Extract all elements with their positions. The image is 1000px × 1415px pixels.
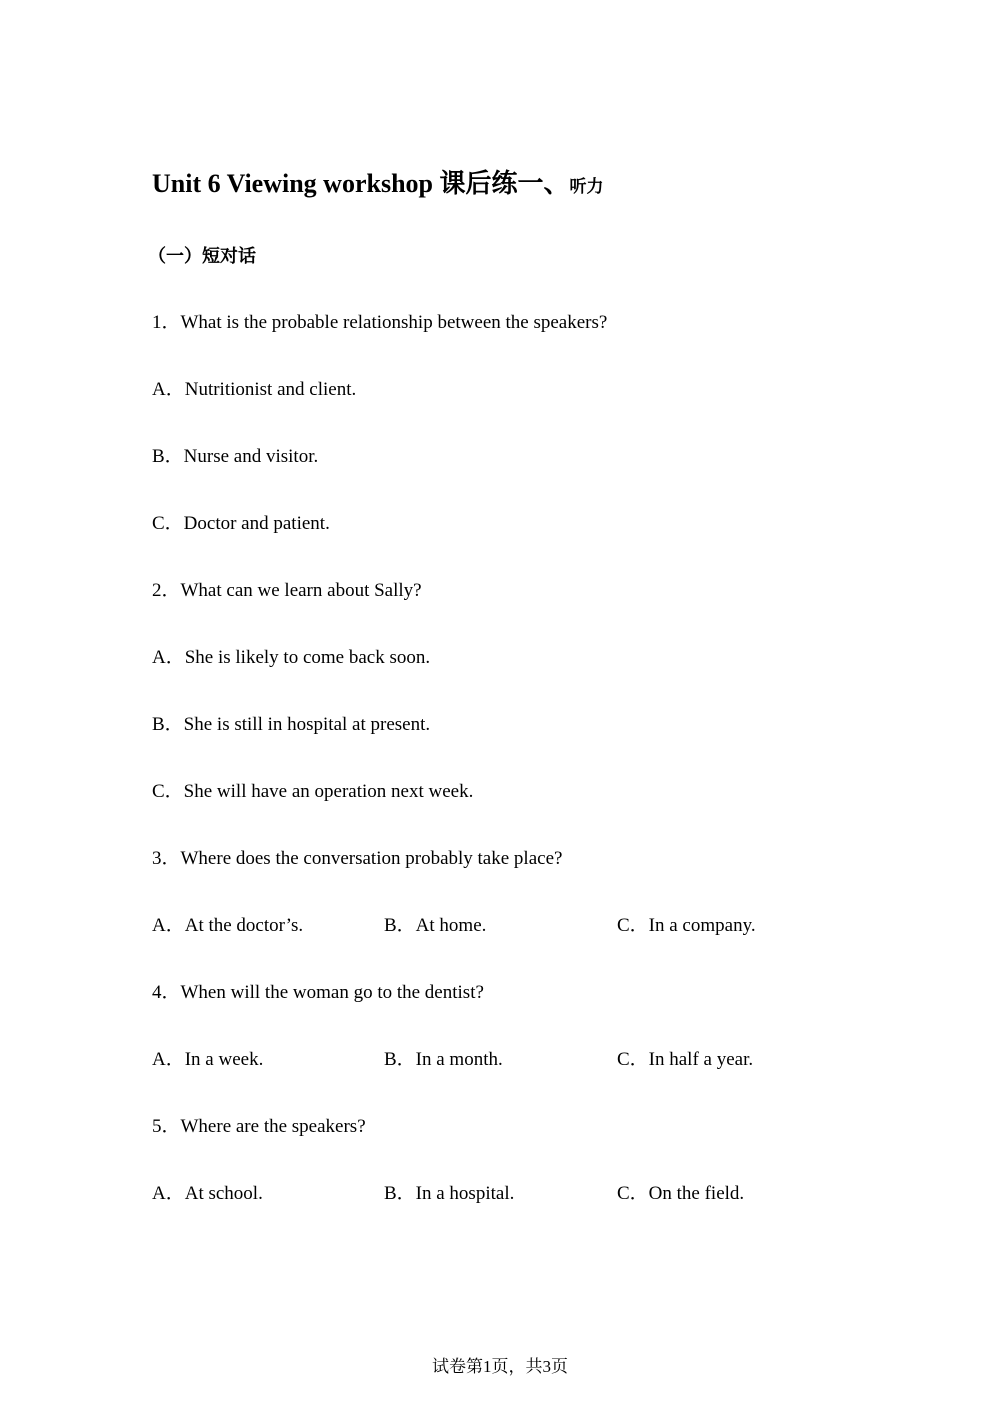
answer-option: B．In a month. — [384, 1049, 503, 1070]
answer-option: B．At home. — [384, 915, 487, 936]
title-suffix: 听力 — [569, 177, 604, 197]
section-heading: （一）短对话 — [148, 246, 256, 267]
title-main: Unit 6 Viewing workshop 课后练一、 — [152, 169, 570, 198]
question-stem: 2．What can we learn about Sally? — [152, 580, 422, 601]
answer-option: A．Nutritionist and client. — [152, 379, 357, 400]
answer-option: C．On the field. — [617, 1183, 745, 1204]
answer-option: A．In a week. — [152, 1049, 264, 1070]
answer-option: C．In a company. — [617, 915, 756, 936]
answer-option: B．Nurse and visitor. — [152, 446, 319, 467]
answer-option: B．She is still in hospital at present. — [152, 714, 431, 735]
question-stem: 3．Where does the conversation probably take place? — [152, 848, 563, 869]
answer-option: A．She is likely to come back soon. — [152, 647, 431, 668]
question-stem: 5．Where are the speakers? — [152, 1116, 366, 1137]
answer-option: A．At school. — [152, 1183, 263, 1204]
answer-option: C．In half a year. — [617, 1049, 754, 1070]
answer-option: A．At the doctor’s. — [152, 915, 304, 936]
page-title — [152, 166, 604, 205]
answer-option: C．Doctor and patient. — [152, 513, 330, 534]
question-stem: 1．What is the probable relationship between the speakers? — [152, 312, 608, 333]
question-stem: 4．When will the woman go to the dentist? — [152, 982, 484, 1003]
answer-option: C．She will have an operation next week. — [152, 781, 474, 802]
page-footer: 试卷第1页，共3页 — [432, 1357, 568, 1376]
answer-option: B．In a hospital. — [384, 1183, 515, 1204]
